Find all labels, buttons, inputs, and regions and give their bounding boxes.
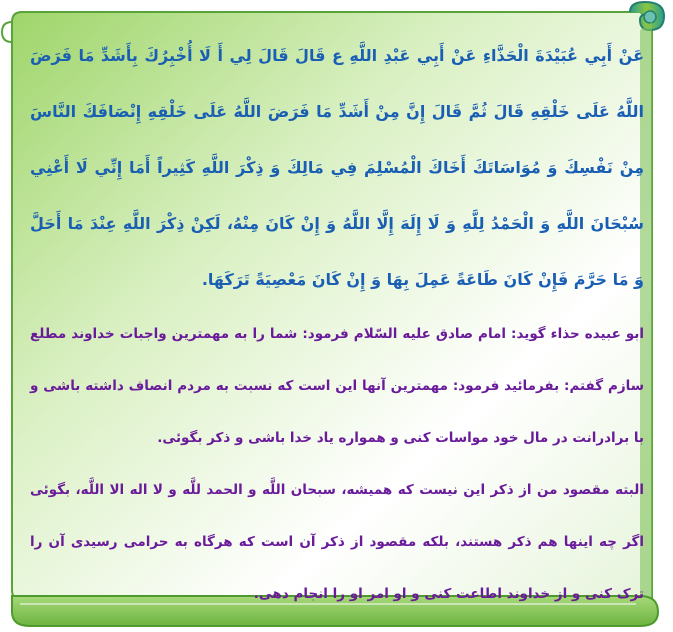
scroll-text-area bbox=[30, 28, 644, 602]
arabic-hadith-text: عَنْ أَبِي عُبَيْدَةَ الْحَذَّاءِ عَنْ أَبِي عَبْدِ اللَّهِ ع قَالَ قَالَ لِي أَ لَا أُخْبِرُكَ بِأَشَدِّ مَا فَرَضَ اللَّهُ عَلَى خَلْقِهِ قَالَ ثُمَّ قَالَ إِنَّ مِنْ أَشَدِّ مَا فَرَضَ اللَّهُ عَلَى خَلْقِهِ إِنْصَافَكَ النَّاسَ مِنْ نَفْسِكَ وَ مُوَاسَاتَكَ أَخَاكَ الْمُسْلِمَ فِي مَالِكَ وَ ذِكْرَ اللَّهِ كَثِيراً أَمَا إِنِّي لَا أَعْنِي سُبْحَانَ اللَّهِ وَ الْحَمْدُ لِلَّهِ وَ لَا إِلَهَ إِلَّا اللَّهُ وَ إِنْ كَانَ مِنْهُ، لَكِنْ ذِكْرَ اللَّهِ عِنْدَ مَا أَحَلَّ وَ مَا حَرَّمَ فَإِنْ كَانَ طَاعَةً عَمِلَ بِهَا وَ إِنْ كَانَ مَعْصِيَةً تَرَكَهَا. bbox=[30, 46, 644, 289]
persian-translation-paragraph-1: ابو عبیده حذاء گوید: امام صادق علیه السّلام فرمود: شما را به مهمترین واجبات خداوند مطلع سازم گفتم: بفرمائید فرمود: مهمترین آنها این است که نسبت به مردم انصاف داشته باشی و با برادرانت در مال خود مواسات کنی و همواره یاد خدا باشی و ذکر بگوئی. bbox=[30, 326, 644, 446]
persian-translation-paragraph-2: البته مقصود من از ذکر این نیست که همیشه، سبحان اللَّه و الحمد للَّه و لا اله الا اللَّه، بگوئی اگر چه اینها هم ذکر هستند، بلکه مقصود از ذکر آن است که هرگاه به حرامی رسیدی آن را ترک کنی و از خداوند اطاعت کنی و او امر او را انجام دهی. bbox=[30, 482, 644, 602]
